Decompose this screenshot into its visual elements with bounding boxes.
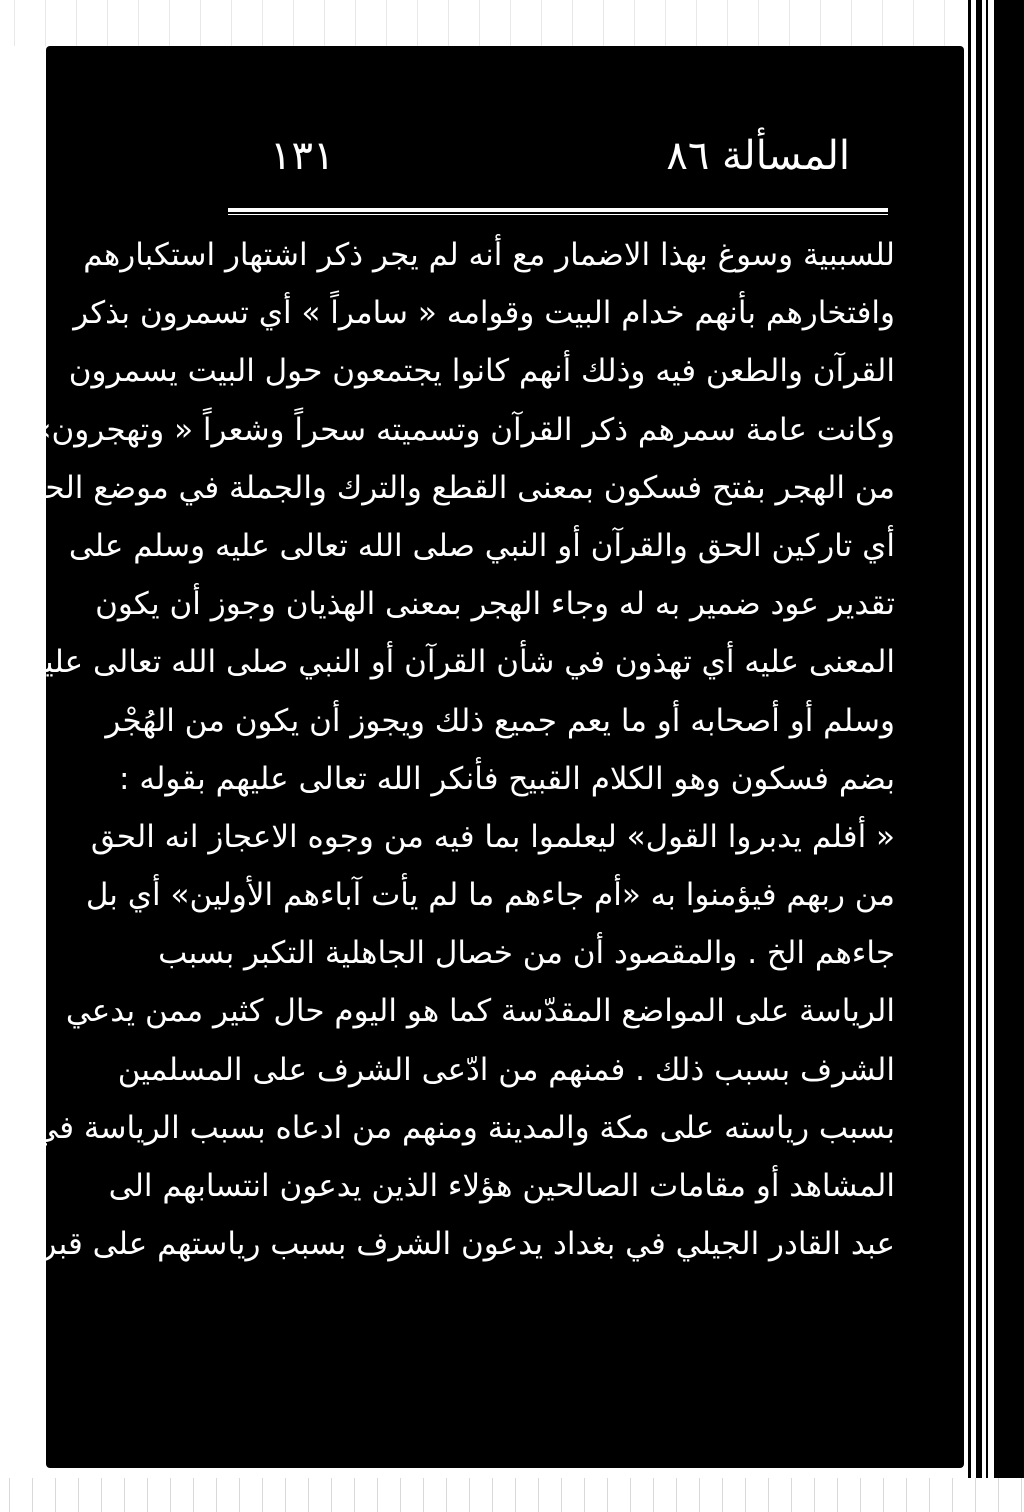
scan-margin-right <box>964 0 1024 1512</box>
page-header <box>270 125 850 195</box>
header-rule-thin <box>228 214 888 215</box>
text-line: الرياسة على المواضع المقدّسة كما هو اليوم حال كثير ممن يدعي <box>65 993 895 1030</box>
text-line: بضم فسكون وهو الكلام القبيح فأنكر الله تعالى عليهم بقوله : <box>119 760 895 797</box>
text-line: جاءهم الخ . والمقصود أن من خصال الجاهلية التكبر بسبب <box>158 935 895 972</box>
issue-label: المسألة ٨٦ <box>666 133 850 179</box>
text-line: للسببية وسوغ بهذا الاضمار مع أنه لم يجر ذكر اشتهار استكبارهم <box>83 237 895 273</box>
text-line: الشرف بسبب ذلك . فمنهم من ادّعى الشرف على المسلمين <box>117 1051 895 1088</box>
text-line: وكانت عامة سمرهم ذكر القرآن وتسميته سحراً وشعراً « وتهجرون» <box>32 411 895 448</box>
text-line: المعنى عليه أي تهذون في شأن القرآن أو النبي صلى الله تعالى عليه <box>28 644 895 681</box>
scan-edge-line <box>986 0 988 1512</box>
text-line: من الهجر بفتح فسكون بمعنى القطع والترك والجملة في موضع الحال <box>13 469 895 506</box>
scan-margin-top <box>0 0 1024 46</box>
text-line: وسلم أو أصحابه أو ما يعم جميع ذلك ويجوز أن يكون من الهُجْر <box>105 702 895 739</box>
text-line: المشاهد أو مقامات الصالحين هؤلاء الذين يدعون انتسابهم الى <box>108 1168 895 1204</box>
text-line: « أفلم يدبروا القول» ليعلموا بما فيه من وجوه الاعجاز انه الحق <box>90 818 895 855</box>
scan-edge-line <box>976 0 982 1512</box>
body-text <box>13 226 895 1273</box>
text-line: عبد القادر الجيلي في بغداد يدعون الشرف بسبب رياستهم على قبر <box>41 1226 895 1263</box>
header-rule <box>228 208 888 212</box>
text-line: القرآن والطعن فيه وذلك أنهم كانوا يجتمعون حول البيت يسمرون <box>68 353 895 390</box>
text-line: بسبب رياسته على مكة والمدينة ومنهم من ادعاه بسبب الرياسة في <box>33 1109 895 1146</box>
text-line: وافتخارهم بأنهم خدام البيت وقوامه « سامراً » أي تسمرون بذكر <box>73 295 895 332</box>
text-line: أي تاركين الحق والقرآن أو النبي صلى الله تعالى عليه وسلم على <box>68 527 895 564</box>
scan-edge-line <box>968 0 971 1512</box>
text-line: من ربهم فيؤمنوا به «أم جاءهم ما لم يأت آباءهم الأولين» أي بل <box>85 877 895 914</box>
scan-edge-band <box>994 0 1024 1512</box>
page-number: ١٣١ <box>270 133 335 179</box>
text-line: تقدير عود ضمير به له وجاء الهجر بمعنى الهذيان وجوز أن يكون <box>95 586 895 623</box>
scan-margin-bottom <box>0 1478 1024 1512</box>
